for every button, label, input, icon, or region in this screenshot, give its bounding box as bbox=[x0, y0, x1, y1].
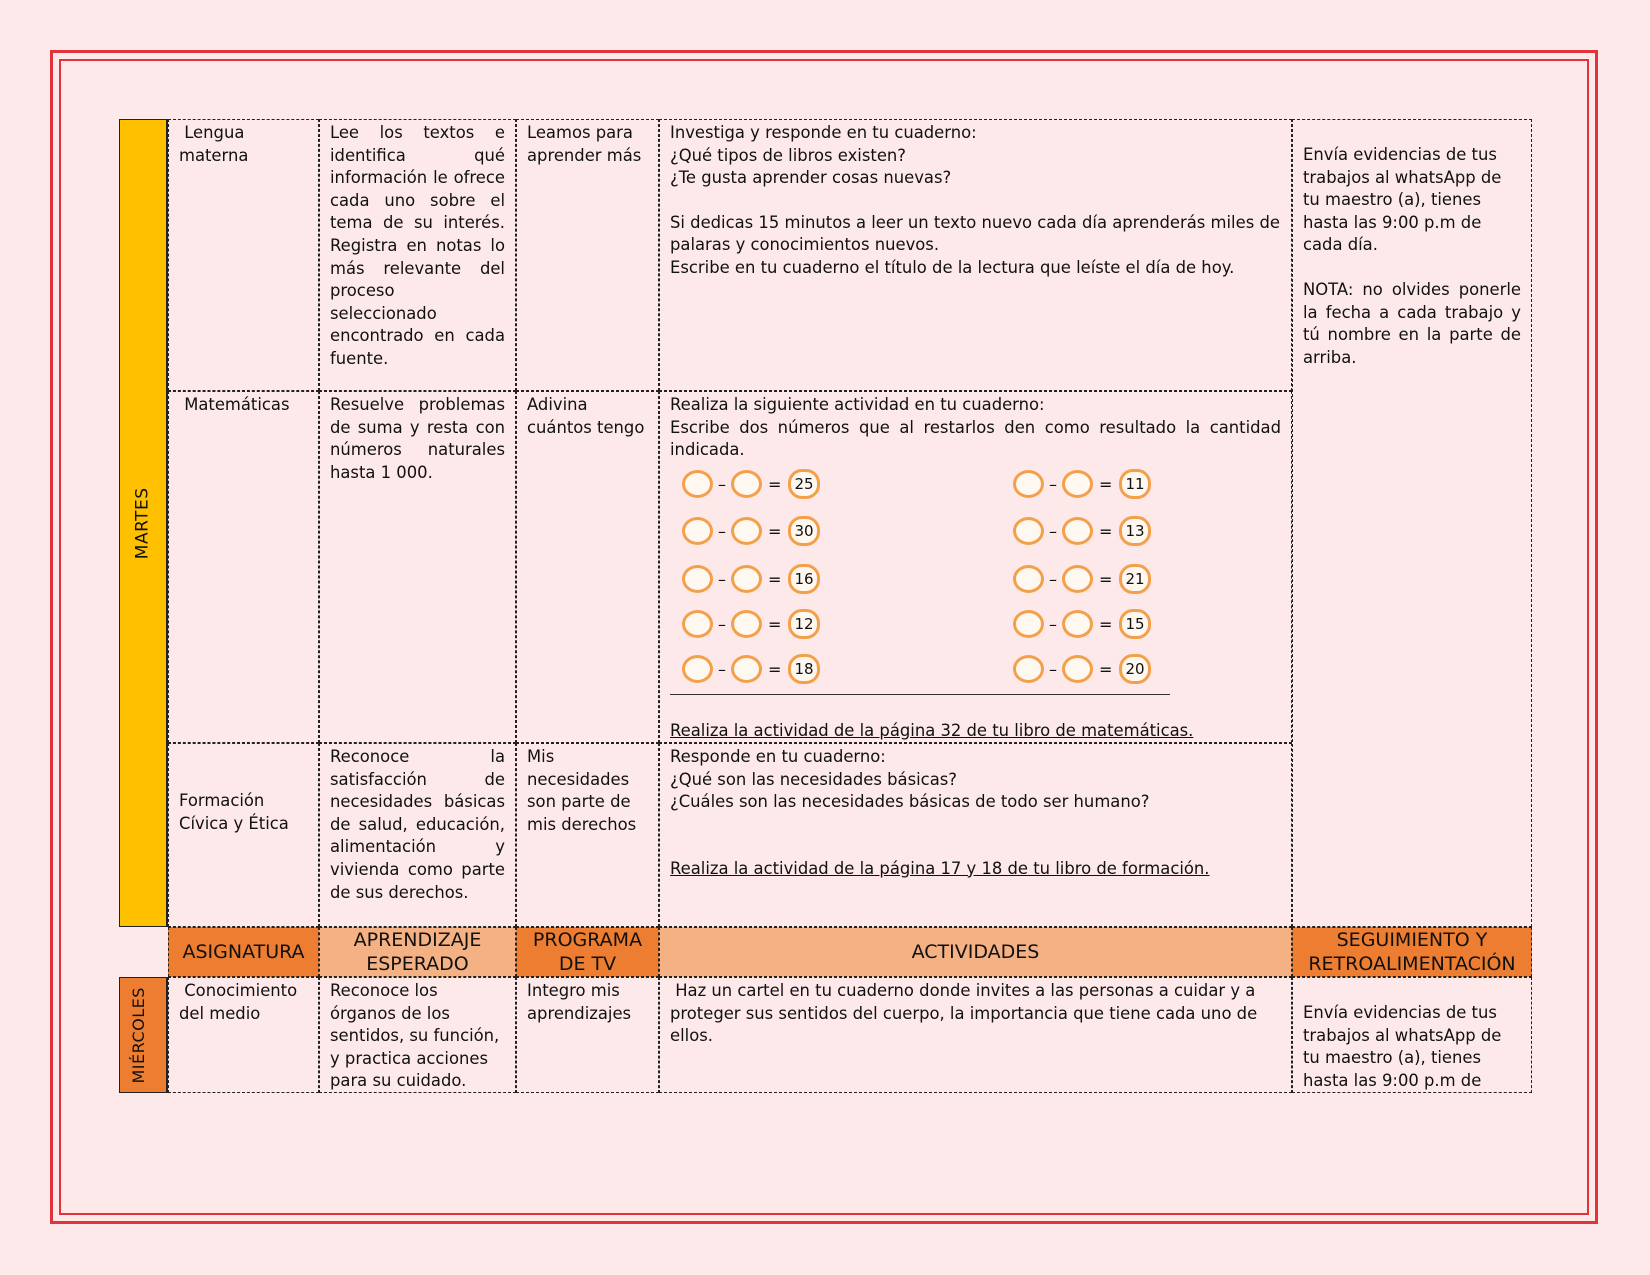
blank-circle-minuend bbox=[682, 517, 713, 545]
result-value: 21 bbox=[1119, 564, 1151, 594]
learning-lengua-materna: Lee los textos e identifica qué información le ofrece cada uno sobre el tema de su interés. Registra en notas lo más relevante del proceso seleccionado encontrado en cada fuente. bbox=[319, 119, 516, 391]
blank-circle-minuend bbox=[682, 655, 713, 683]
blank-circle-minuend bbox=[682, 610, 713, 638]
tv-conocimiento-medio: Integro mis aprendizajes bbox=[516, 977, 659, 1093]
minus-sign: – bbox=[1049, 569, 1057, 589]
tv-formacion-civica: Mis necesidades son parte de mis derechos bbox=[516, 743, 659, 927]
header-followup: SEGUIMIENTO Y RETROALIMENTACIÓN bbox=[1292, 927, 1532, 977]
result-value: 12 bbox=[788, 609, 820, 639]
followup-wednesday: Envía evidencias de tus trabajos al whatsApp de tu maestro (a), tienes hasta las 9:00 p.m de bbox=[1292, 977, 1532, 1093]
minus-sign: – bbox=[1049, 614, 1057, 634]
activities-matematicas: Realiza la siguiente actividad en tu cuaderno: Escribe dos números que al restarlos den como resultado la cantidad indicada. Realiza la actividad de la página 32 de tu libro de matemáticas. bbox=[659, 391, 1292, 743]
equals-sign: = bbox=[1099, 569, 1113, 589]
day-label-tuesday: MARTES bbox=[119, 119, 168, 927]
subtraction-row-right-5 bbox=[1013, 652, 1151, 686]
activities-lengua-materna: Investiga y responde en tu cuaderno: ¿Qué tipos de libros existen? ¿Te gusta aprender cosas nuevas? Si dedicas 15 minutos a leer un texto nuevo cada día aprenderás miles de palaras y conocimientos nuevos. Escribe en tu cuaderno el título de la lectura que leíste el día de hoy. bbox=[659, 119, 1292, 391]
result-value: 18 bbox=[788, 654, 820, 684]
blank-circle-subtrahend bbox=[731, 565, 762, 593]
minus-sign: – bbox=[1049, 474, 1057, 494]
subtraction-row-left-2 bbox=[682, 514, 820, 548]
learning-formacion-civica: Reconoce la satisfacción de necesidades básicas de salud, educación, alimentación y vivienda como parte de sus derechos. bbox=[319, 743, 516, 927]
blank-circle-minuend bbox=[1013, 610, 1044, 638]
blank-circle-minuend bbox=[682, 470, 713, 498]
tv-matematicas: Adivina cuántos tengo bbox=[516, 391, 659, 743]
learning-conocimiento-medio: Reconoce los órganos de los sentidos, su función, y practica acciones para su cuidado. bbox=[319, 977, 516, 1093]
header-learning: APRENDIZAJE ESPERADO bbox=[319, 927, 516, 977]
subtraction-row-left-5 bbox=[682, 652, 820, 686]
subtraction-row-left-4 bbox=[682, 607, 820, 641]
result-value: 15 bbox=[1119, 609, 1151, 639]
equals-sign: = bbox=[1099, 521, 1113, 541]
subject-matematicas: Matemáticas bbox=[168, 391, 319, 743]
learning-matematicas: Resuelve problemas de suma y resta con números naturales hasta 1 000. bbox=[319, 391, 516, 743]
subtraction-row-right-4 bbox=[1013, 607, 1151, 641]
equals-sign: = bbox=[1099, 659, 1113, 679]
minus-sign: – bbox=[1049, 659, 1057, 679]
subtraction-row-right-2 bbox=[1013, 514, 1151, 548]
activities-formacion-civica: Responde en tu cuaderno: ¿Qué son las necesidades básicas? ¿Cuáles son las necesidades básicas de todo ser humano? Realiza la actividad de la página 17 y 18 de tu libro de formación. bbox=[659, 743, 1292, 927]
day-label-wednesday: MIÉRCOLES bbox=[119, 977, 168, 1093]
minus-sign: – bbox=[718, 521, 726, 541]
followup-tuesday: Envía evidencias de tus trabajos al whatsApp de tu maestro (a), tienes hasta las 9:00 p.m de cada día. NOTA: no olvides ponerle la fecha a cada trabajo y tú nombre en la parte de arriba. bbox=[1292, 119, 1532, 927]
header-subject: ASIGNATURA bbox=[168, 927, 319, 977]
equals-sign: = bbox=[768, 521, 782, 541]
minus-sign: – bbox=[1049, 521, 1057, 541]
blank-circle-subtrahend bbox=[1062, 517, 1093, 545]
blank-circle-minuend bbox=[1013, 517, 1044, 545]
subject-conocimiento-medio: Conocimiento del medio bbox=[168, 977, 319, 1093]
equals-sign: = bbox=[768, 474, 782, 494]
subject-lengua-materna: Lengua materna bbox=[168, 119, 319, 391]
blank-circle-subtrahend bbox=[731, 470, 762, 498]
subtraction-row-left-3 bbox=[682, 562, 820, 596]
minus-sign: – bbox=[718, 614, 726, 634]
subtraction-row-right-3 bbox=[1013, 562, 1151, 596]
minus-sign: – bbox=[718, 474, 726, 494]
blank-circle-subtrahend bbox=[1062, 655, 1093, 683]
separator-line bbox=[670, 694, 1170, 695]
result-value: 11 bbox=[1119, 469, 1151, 499]
subtraction-row-right-1 bbox=[1013, 467, 1151, 501]
blank-circle-minuend bbox=[1013, 470, 1044, 498]
header-tv-program: PROGRAMA DE TV bbox=[516, 927, 659, 977]
equals-sign: = bbox=[768, 614, 782, 634]
blank-circle-subtrahend bbox=[1062, 610, 1093, 638]
blank-circle-minuend bbox=[1013, 655, 1044, 683]
blank-circle-subtrahend bbox=[731, 655, 762, 683]
blank-circle-subtrahend bbox=[731, 517, 762, 545]
tv-lengua-materna: Leamos para aprender más bbox=[516, 119, 659, 391]
minus-sign: – bbox=[718, 569, 726, 589]
subtraction-row-left-1 bbox=[682, 467, 820, 501]
equals-sign: = bbox=[1099, 474, 1113, 494]
subject-formacion-civica: Formación Cívica y Ética bbox=[168, 743, 319, 927]
blank-circle-minuend bbox=[682, 565, 713, 593]
minus-sign: – bbox=[718, 659, 726, 679]
header-activities: ACTIVIDADES bbox=[659, 927, 1292, 977]
result-value: 30 bbox=[788, 516, 820, 546]
equals-sign: = bbox=[768, 659, 782, 679]
blank-circle-minuend bbox=[1013, 565, 1044, 593]
result-value: 16 bbox=[788, 564, 820, 594]
result-value: 20 bbox=[1119, 654, 1151, 684]
blank-circle-subtrahend bbox=[1062, 565, 1093, 593]
result-value: 13 bbox=[1119, 516, 1151, 546]
equals-sign: = bbox=[768, 569, 782, 589]
equals-sign: = bbox=[1099, 614, 1113, 634]
blank-circle-subtrahend bbox=[1062, 470, 1093, 498]
activities-conocimiento-medio: Haz un cartel en tu cuaderno donde invites a las personas a cuidar y a proteger sus sentidos del cuerpo, la importancia que tiene cada uno de ellos. bbox=[659, 977, 1292, 1093]
blank-circle-subtrahend bbox=[731, 610, 762, 638]
result-value: 25 bbox=[788, 469, 820, 499]
